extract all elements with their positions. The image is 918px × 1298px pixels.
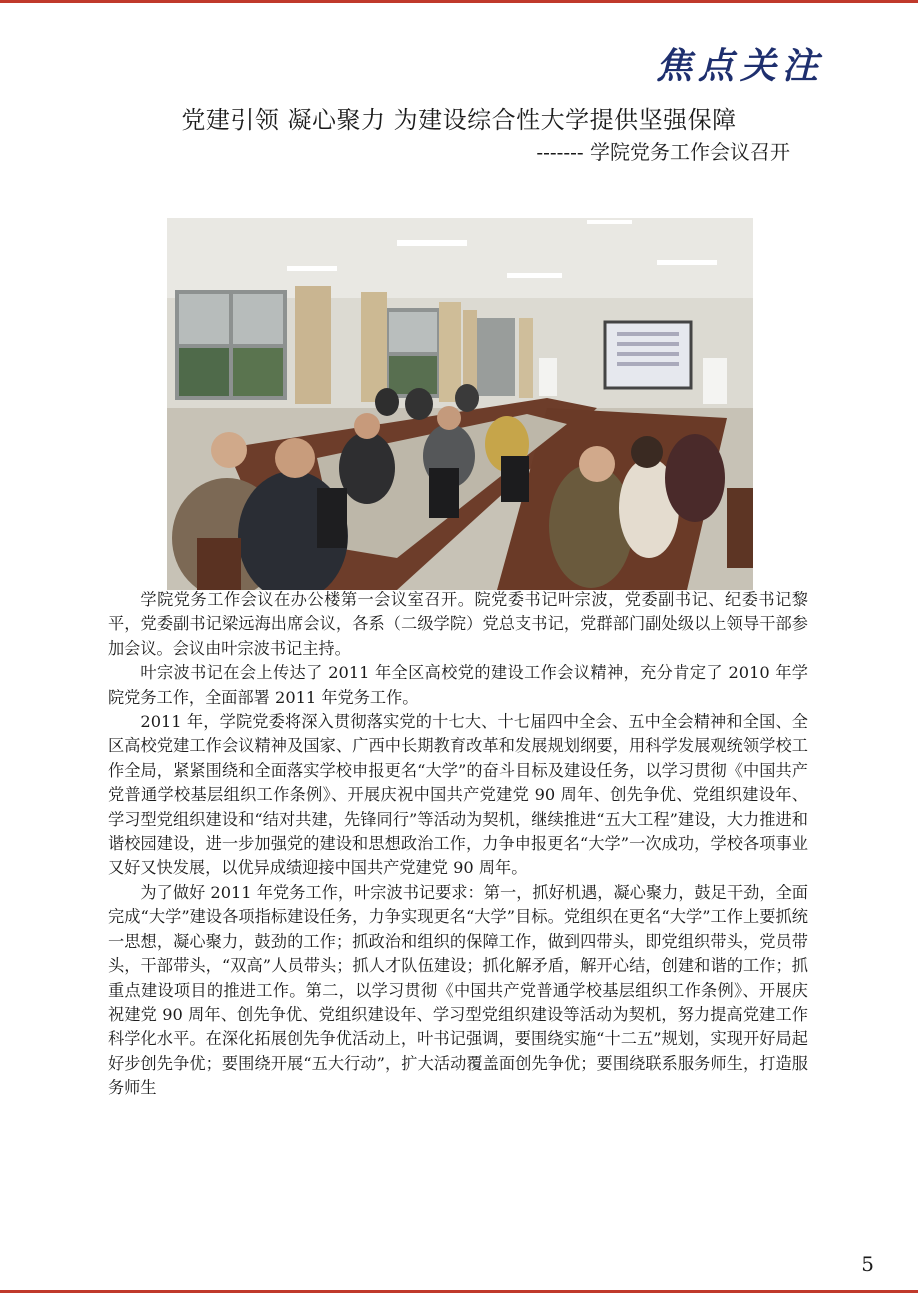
article-subtitle: ------- 学院党务工作会议召开 [536, 140, 790, 164]
page-number: 5 [861, 1252, 874, 1276]
top-border-rule [0, 0, 918, 3]
meeting-photo [167, 218, 753, 590]
article-title: 党建引领 凝心聚力 为建设综合性大学提供坚强保障 [181, 106, 737, 134]
paragraph: 为了做好 2011 年党务工作，叶宗波书记要求：第一，抓好机遇，凝心聚力，鼓足干劲，全面完成“大学”建设各项指标建设任务，力争实现更名“大学”目标。党组织在更名“大学”工作上要抓统一思想，凝心聚力，鼓劲的工作；抓政治和组织的保障工作，做到四带头，即党组织带头，党员带头，干部带头，“双高”人员带头；抓人才队伍建设；抓化解矛盾，解开心结，创建和谐的工作；抓重点建设项目的推进工作。第二，以学习贯彻《中国共产党普通学校基层组织工作条例》、开展庆祝建党 90 周年、创先争优、党组织建设年、学习型党组织建设等活动为契机，努力提高党建工作科学化水平。在深化拓展创先争优活动上，叶书记强调，要围绕实施“十二五”规划，实现开好局起好步创先争优；要围绕开展“五大行动”，扩大活动覆盖面创先争优；要围绕联系服务师生，打造服务师生 [108, 882, 808, 1098]
paragraph: 叶宗波书记在会上传达了 2011 年全区高校党的建设工作会议精神，充分肯定了 2010 年学院党务工作，全面部署 2011 年党务工作。 [108, 663, 808, 707]
paragraph: 学院党务工作会议在办公楼第一会议室召开。院党委书记叶宗波，党委副书记、纪委书记黎平，党委副书记梁远海出席会议，各系（二级学院）党总支书记，党群部门副处级以上领导干部参加会议。会议由叶宗波书记主持。 [108, 590, 808, 658]
bottom-border-rule [0, 1290, 918, 1293]
article-body [108, 588, 808, 1101]
paragraph: 2011 年，学院党委将深入贯彻落实党的十七大、十七届四中全会、五中全会精神和全国、全区高校党建工作会议精神及国家、广西中长期教育改革和发展规划纲要，用科学发展观统领学校工作全局，紧紧围绕和全面落实学校申报更名“大学”的奋斗目标及建设任务，以学习贯彻《中国共产党普通学校基层组织工作条例》、开展庆祝中国共产党建党 90 周年、创先争优、党组织建设年、学习型党组织建设和“结对共建，先锋同行”等活动为契机，继续推进“五大工程”建设，大力推进和谐校园建设，进一步加强党的建设和思想政治工作，力争申报更名“大学”一次成功，学校各项事业又好又快发展，以优异成绩迎接中国共产党建党 90 周年。 [108, 712, 808, 878]
section-tag: 焦点关注 [655, 45, 824, 87]
